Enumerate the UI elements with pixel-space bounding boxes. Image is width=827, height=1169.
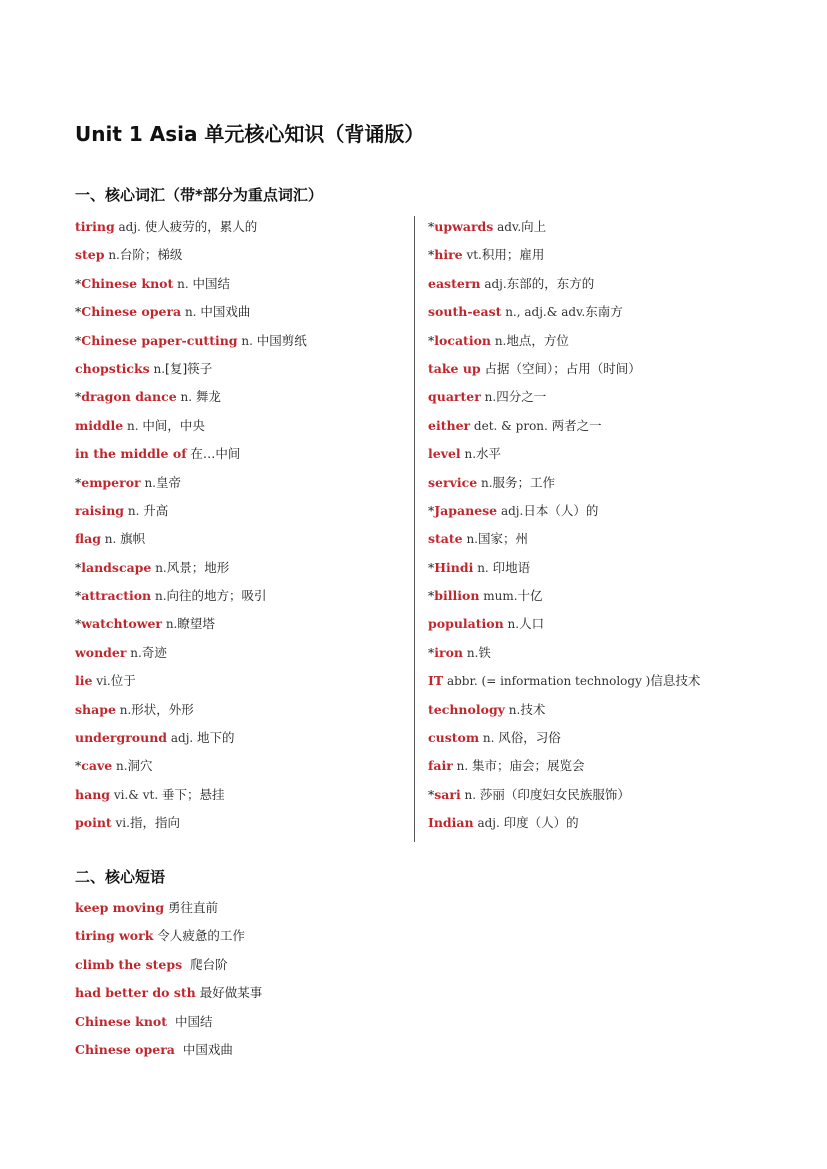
vocab-star: * bbox=[428, 502, 435, 518]
vocab-entry bbox=[428, 502, 748, 530]
vocab-word: fair bbox=[428, 758, 453, 774]
vocab-part-of-speech: n. bbox=[463, 645, 479, 660]
column-divider bbox=[414, 216, 415, 842]
phrase-list bbox=[75, 899, 262, 1069]
vocab-entry bbox=[75, 360, 405, 388]
vocab-part-of-speech: n., adj.& adv. bbox=[501, 305, 586, 320]
phrase-text: Chinese knot bbox=[75, 1013, 168, 1029]
vocab-star: * bbox=[428, 332, 435, 348]
vocab-entry bbox=[75, 445, 405, 473]
vocab-entry bbox=[75, 615, 405, 643]
vocab-entry bbox=[428, 303, 748, 331]
vocab-word: take up bbox=[428, 360, 481, 376]
vocab-meaning: 形状，外形 bbox=[131, 701, 194, 717]
vocab-word: Chinese opera bbox=[81, 304, 182, 320]
vocab-word: step bbox=[75, 247, 105, 263]
vocab-word: dragon dance bbox=[81, 389, 177, 405]
vocab-meaning: 瞭望塔 bbox=[177, 616, 215, 632]
vocab-part-of-speech: n. bbox=[460, 447, 477, 462]
vocab-meaning: 服务；工作 bbox=[492, 474, 556, 490]
vocab-word: tiring bbox=[75, 219, 115, 234]
section-vocabulary-heading: 一、核心词汇（带*部分为重点词汇） bbox=[75, 186, 323, 204]
vocab-word: eastern bbox=[428, 275, 481, 291]
vocab-meaning: 铁 bbox=[478, 644, 491, 660]
phrase-meaning: 爬台阶 bbox=[182, 956, 228, 972]
vocab-part-of-speech: abbr. (= information technology ) bbox=[443, 674, 651, 689]
vocab-entry bbox=[428, 445, 748, 473]
vocab-part-of-speech: adj. bbox=[497, 503, 524, 518]
vocab-star: * bbox=[75, 275, 82, 291]
vocab-part-of-speech: n. bbox=[162, 617, 178, 632]
vocab-entry bbox=[428, 644, 748, 672]
vocab-entry bbox=[428, 246, 748, 274]
phrase-text: Chinese opera bbox=[75, 1041, 175, 1057]
phrase-meaning: 中国结 bbox=[167, 1013, 213, 1029]
vocab-entry bbox=[428, 672, 748, 700]
vocab-entry bbox=[428, 218, 748, 246]
phrase-entry bbox=[75, 1041, 262, 1069]
vocab-meaning: 地下的 bbox=[197, 730, 235, 746]
vocab-meaning: 奇迹 bbox=[141, 644, 167, 660]
phrase-entry bbox=[75, 899, 262, 927]
vocab-entry bbox=[75, 530, 405, 558]
vocab-meaning: 台阶；梯级 bbox=[119, 247, 183, 263]
phrase-entry bbox=[75, 984, 262, 1012]
vocab-entry bbox=[428, 757, 748, 785]
vocab-star: * bbox=[428, 588, 435, 604]
vocab-entry bbox=[75, 275, 405, 303]
vocab-entry bbox=[428, 729, 748, 757]
vocab-star: * bbox=[428, 644, 435, 660]
vocab-word: iron bbox=[434, 644, 464, 660]
vocab-star: * bbox=[75, 389, 82, 405]
vocab-entry bbox=[75, 786, 405, 814]
vocab-word: underground bbox=[75, 730, 168, 746]
vocab-star: * bbox=[75, 474, 82, 490]
vocab-entry bbox=[75, 559, 405, 587]
vocab-part-of-speech: n. bbox=[503, 617, 520, 632]
vocab-word: emperor bbox=[81, 474, 141, 490]
vocab-word: Chinese knot bbox=[81, 275, 174, 291]
vocab-word: cave bbox=[81, 758, 113, 774]
vocab-meaning: 集市；庙会；展览会 bbox=[471, 758, 585, 774]
vocab-entry bbox=[75, 303, 405, 331]
vocab-entry bbox=[428, 587, 748, 615]
vocab-part-of-speech: n. bbox=[504, 702, 521, 717]
vocab-part-of-speech: n. bbox=[460, 787, 480, 802]
phrase-meaning: 中国戏曲 bbox=[174, 1041, 233, 1057]
vocab-word: attraction bbox=[81, 588, 152, 604]
vocab-meaning: 中国剪纸 bbox=[256, 332, 307, 348]
vocab-meaning: 水平 bbox=[476, 446, 502, 462]
phrase-meaning: 令人疲惫的工作 bbox=[153, 928, 245, 944]
phrase-text: tiring work bbox=[75, 928, 154, 944]
vocab-meaning: 积用；雇用 bbox=[481, 247, 545, 263]
vocab-part-of-speech: vi. bbox=[111, 816, 130, 831]
vocab-word: south-east bbox=[428, 304, 502, 320]
phrase-entry bbox=[75, 956, 262, 984]
vocab-part-of-speech: n. bbox=[149, 361, 166, 376]
vocab-meaning: 在…中间 bbox=[190, 446, 241, 462]
vocab-part-of-speech: n. bbox=[491, 333, 507, 348]
vocab-part-of-speech: adj. bbox=[473, 816, 504, 831]
vocab-part-of-speech: n. bbox=[237, 333, 257, 348]
vocab-meaning: 人口 bbox=[519, 616, 545, 632]
vocab-meaning: 中国戏曲 bbox=[200, 304, 251, 320]
vocab-star: * bbox=[428, 786, 435, 802]
vocab-part-of-speech: n. bbox=[452, 759, 472, 774]
vocab-part-of-speech: n. bbox=[173, 276, 193, 291]
vocab-star: * bbox=[428, 247, 435, 263]
vocab-part-of-speech: n. bbox=[479, 731, 499, 746]
vocab-entry bbox=[428, 814, 748, 842]
vocab-meaning: 向上 bbox=[521, 219, 547, 234]
vocab-meaning: 皇帝 bbox=[156, 474, 182, 490]
vocab-word: custom bbox=[428, 730, 480, 746]
phrase-meaning: 勇往直前 bbox=[164, 900, 219, 915]
vocab-entry bbox=[75, 246, 405, 274]
vocab-meaning: 十亿 bbox=[517, 588, 543, 604]
vocab-entry bbox=[75, 388, 405, 416]
vocab-part-of-speech: adj. bbox=[167, 731, 198, 746]
vocab-word: flag bbox=[75, 531, 101, 547]
vocab-part-of-speech: vt. bbox=[462, 248, 482, 263]
vocab-meaning: 莎丽（印度妇女民族服饰） bbox=[479, 786, 630, 802]
vocab-part-of-speech: n. bbox=[151, 589, 167, 604]
vocab-word: shape bbox=[75, 701, 116, 717]
vocab-meaning: 风景；地形 bbox=[166, 559, 230, 575]
vocab-part-of-speech: adj. bbox=[480, 276, 507, 291]
vocab-word: Hindi bbox=[434, 559, 474, 575]
vocab-meaning: 国家；州 bbox=[478, 531, 529, 547]
vocab-word: point bbox=[75, 815, 112, 831]
vocab-entry bbox=[428, 417, 748, 445]
vocab-part-of-speech: n. bbox=[123, 418, 143, 433]
vocab-part-of-speech: n. bbox=[140, 475, 156, 490]
vocab-word: IT bbox=[428, 673, 444, 689]
vocab-meaning: 向往的地方；吸引 bbox=[166, 588, 267, 604]
vocab-entry bbox=[75, 644, 405, 672]
phrase-entry bbox=[75, 1013, 262, 1041]
vocab-part-of-speech: n. bbox=[124, 503, 144, 518]
vocab-entry bbox=[428, 388, 748, 416]
vocab-word: billion bbox=[434, 588, 480, 604]
vocab-part-of-speech: mum. bbox=[479, 589, 518, 604]
vocab-meaning: [复]筷子 bbox=[165, 360, 213, 376]
vocab-word: technology bbox=[428, 701, 505, 717]
vocab-meaning: 使人疲劳的，累人的 bbox=[144, 219, 258, 234]
vocab-entry bbox=[75, 502, 405, 530]
vocab-meaning: 舞龙 bbox=[195, 389, 221, 405]
vocab-entry bbox=[75, 218, 405, 246]
vocab-word: upwards bbox=[434, 219, 494, 234]
vocab-part-of-speech: n. bbox=[115, 702, 132, 717]
vocab-word: landscape bbox=[81, 559, 152, 575]
vocab-part-of-speech: n. bbox=[480, 390, 497, 405]
vocab-meaning: 升高 bbox=[143, 502, 169, 518]
vocab-meaning: 中间，中央 bbox=[142, 417, 205, 433]
vocab-meaning: 洞穴 bbox=[127, 758, 153, 774]
vocab-meaning: 东部的，东方的 bbox=[506, 275, 595, 291]
vocab-part-of-speech: n. bbox=[176, 390, 196, 405]
vocab-word: service bbox=[428, 474, 478, 490]
vocab-part-of-speech: n. bbox=[477, 475, 493, 490]
vocab-part-of-speech: n. bbox=[100, 532, 121, 547]
phrase-text: had better do sth bbox=[75, 985, 196, 1001]
phrase-meaning: 最好做某事 bbox=[195, 985, 263, 1001]
vocab-part-of-speech: n. bbox=[473, 560, 493, 575]
vocab-word: raising bbox=[75, 502, 125, 518]
vocab-entry bbox=[428, 701, 748, 729]
vocab-star: * bbox=[75, 304, 82, 320]
vocab-entry bbox=[75, 417, 405, 445]
vocab-star: * bbox=[428, 219, 435, 234]
vocab-entry bbox=[75, 332, 405, 360]
vocab-word: in the middle of bbox=[75, 446, 187, 462]
vocab-word: sari bbox=[434, 786, 461, 802]
vocab-meaning: 技术 bbox=[520, 701, 546, 717]
vocab-meaning: 两者之一 bbox=[551, 417, 602, 433]
vocab-part-of-speech: n. bbox=[462, 532, 478, 547]
vocab-part-of-speech: n. bbox=[151, 560, 167, 575]
page-title: Unit 1 Asia 单元核心知识（背诵版） bbox=[75, 122, 425, 146]
vocab-star: * bbox=[428, 559, 435, 575]
vocab-part-of-speech: n. bbox=[126, 645, 142, 660]
vocab-part-of-speech: det. & pron. bbox=[470, 418, 552, 433]
vocab-word: hang bbox=[75, 786, 111, 802]
vocab-entry bbox=[75, 814, 405, 842]
vocab-entry bbox=[75, 757, 405, 785]
vocab-star: * bbox=[75, 758, 82, 774]
vocab-meaning: 印地语 bbox=[492, 559, 531, 575]
vocab-entry bbox=[428, 786, 748, 814]
section-phrases-heading: 二、核心短语 bbox=[75, 868, 166, 886]
vocab-word: quarter bbox=[428, 389, 481, 405]
vocab-meaning: 占据（空间）；占用（时间） bbox=[484, 360, 641, 376]
vocab-word: state bbox=[428, 531, 463, 547]
vocab-column-right bbox=[428, 218, 748, 843]
vocab-star: * bbox=[75, 332, 82, 348]
vocab-entry bbox=[75, 474, 405, 502]
vocab-word: chopsticks bbox=[75, 360, 150, 376]
vocab-word: wonder bbox=[75, 644, 127, 660]
vocab-entry bbox=[428, 360, 748, 388]
vocab-meaning: 风俗，习俗 bbox=[498, 730, 561, 746]
vocab-part-of-speech: vi. bbox=[92, 674, 111, 689]
vocab-word: Japanese bbox=[434, 502, 498, 518]
vocab-entry bbox=[428, 559, 748, 587]
vocab-entry bbox=[75, 729, 405, 757]
vocab-word: population bbox=[428, 616, 504, 632]
vocab-word: middle bbox=[75, 417, 124, 433]
vocab-meaning: 指，指向 bbox=[129, 815, 180, 831]
vocab-entry bbox=[428, 275, 748, 303]
vocab-meaning: 东南方 bbox=[585, 304, 623, 320]
vocab-meaning: 信息技术 bbox=[650, 673, 701, 689]
vocab-word: location bbox=[434, 332, 491, 348]
vocab-entry bbox=[428, 615, 748, 643]
vocab-star: * bbox=[75, 588, 82, 604]
vocab-part-of-speech: adj. bbox=[114, 220, 145, 234]
vocab-entry bbox=[75, 587, 405, 615]
vocab-word: watchtower bbox=[81, 616, 162, 632]
vocab-part-of-speech: n. bbox=[104, 248, 120, 263]
vocab-part-of-speech: adv. bbox=[493, 220, 522, 234]
vocab-star: * bbox=[75, 616, 82, 632]
vocab-meaning: 垂下；悬挂 bbox=[162, 786, 225, 802]
phrase-text: keep moving bbox=[75, 900, 165, 915]
vocab-entry bbox=[75, 672, 405, 700]
vocab-word: either bbox=[428, 417, 471, 433]
vocab-meaning: 旗帜 bbox=[120, 531, 146, 547]
vocab-meaning: 中国结 bbox=[192, 275, 230, 291]
vocab-meaning: 印度（人）的 bbox=[503, 815, 579, 831]
vocab-word: Indian bbox=[428, 815, 474, 831]
vocab-word: level bbox=[428, 446, 461, 462]
vocab-meaning: 位于 bbox=[110, 673, 136, 689]
vocab-word: hire bbox=[434, 247, 463, 263]
vocab-meaning: 四分之一 bbox=[496, 389, 547, 405]
vocab-meaning: 地点，方位 bbox=[506, 332, 569, 348]
vocab-entry bbox=[75, 701, 405, 729]
vocab-star: * bbox=[75, 559, 82, 575]
phrase-entry bbox=[75, 927, 262, 955]
vocab-part-of-speech: n. bbox=[181, 305, 201, 320]
vocab-part-of-speech: vi.& vt. bbox=[110, 787, 163, 802]
vocab-part-of-speech: n. bbox=[112, 759, 128, 774]
phrase-text: climb the steps bbox=[75, 956, 183, 972]
vocab-meaning: 日本（人）的 bbox=[523, 502, 599, 518]
vocab-entry bbox=[428, 530, 748, 558]
vocab-word: lie bbox=[75, 673, 93, 689]
vocab-entry bbox=[428, 332, 748, 360]
vocab-entry bbox=[428, 474, 748, 502]
vocab-column-left bbox=[75, 218, 405, 843]
vocab-word: Chinese paper-cutting bbox=[81, 332, 238, 348]
